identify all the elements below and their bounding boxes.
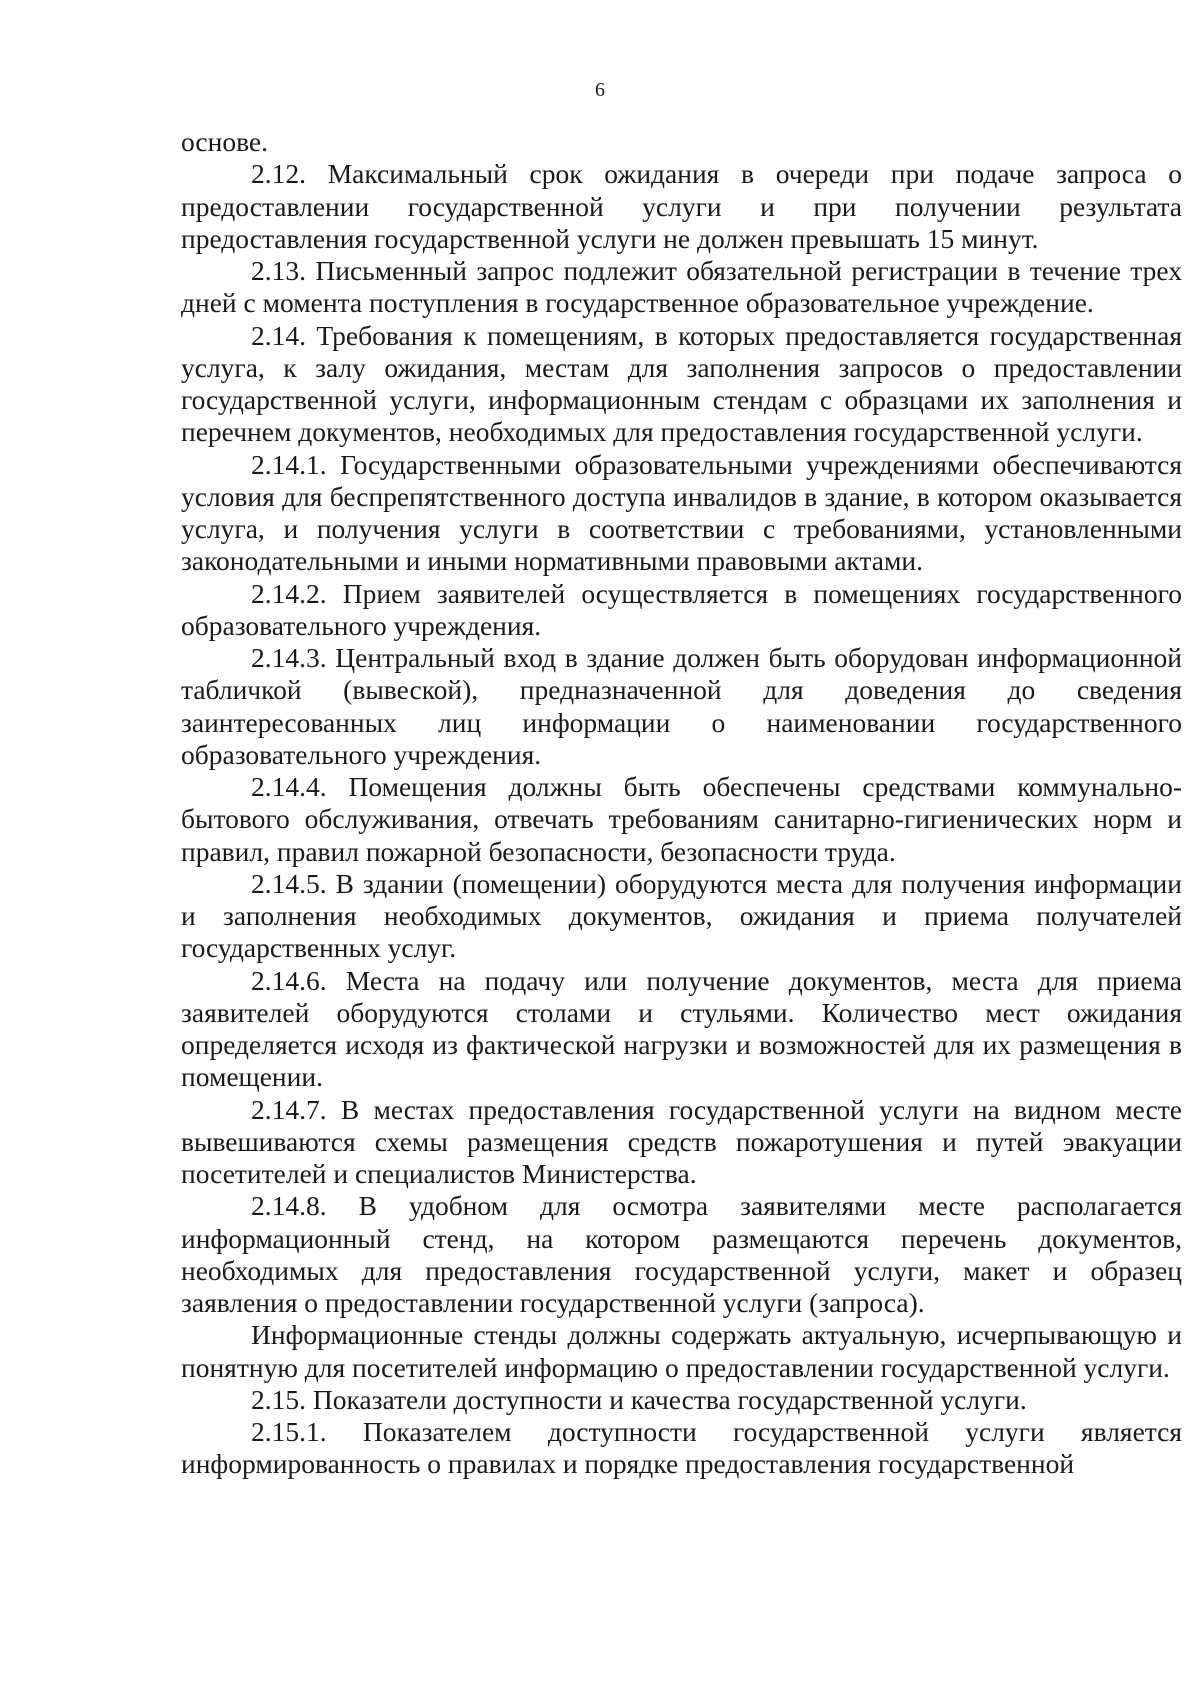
paragraph-info-stands: Информационные стенды должны содержать актуальную, исчерпывающую и понятную для посетителей информацию о предоставлении государственной услуги. bbox=[181, 1319, 1182, 1383]
paragraph-2-15: 2.15. Показатели доступности и качества государственной услуги. bbox=[251, 1383, 1027, 1415]
paragraph-2-14-3: 2.14.3. Центральный вход в здание должен быть оборудован информационной табличкой (вывеской), предназначенной для доведения до сведения заинтересованных лиц информации о наименовании государственного образовательного учреждения. bbox=[181, 642, 1182, 770]
paragraph-continuation: основе. bbox=[181, 126, 269, 157]
paragraph-2-14-5: 2.14.5. В здании (помещении) оборудуются места для получения информации и заполнения необходимых документов, ожидания и приема получателей государственных услуг. bbox=[181, 867, 1182, 964]
paragraph-2-14-8: 2.14.8. В удобном для осмотра заявителями месте располагается информационный стенд, на котором размещаются перечень документов, необходимых для предоставления государственной услуги, макет и образец заявления о предоставлении государственной услуги (запроса). bbox=[181, 1190, 1182, 1318]
paragraph-2-14: 2.14. Требования к помещениям, в которых предоставляется государственная услуга, к залу ожидания, местам для заполнения запросов о предоставлении государственной услуги, информационным стендам с образцами их заполнения и перечнем документов, необходимых для предоставления государственной услуги. bbox=[181, 319, 1182, 448]
paragraph-2-14-7: 2.14.7. В местах предоставления государственной услуги на видном месте вывешиваются схемы размещения средств пожаротушения и путей эвакуации посетителей и специалистов Министерства. bbox=[181, 1093, 1182, 1189]
paragraph-2-13: 2.13. Письменный запрос подлежит обязательной регистрации в течение трех дней с момента поступления в государственное образовательное учреждение. bbox=[181, 255, 1182, 319]
paragraph-2-14-6: 2.14.6. Места на подачу или получение документов, места для приема заявителей оборудуются столами и стульями. Количество мест ожидания определяется исходя из фактической нагрузки и возможностей для их размещения в помещении. bbox=[181, 964, 1182, 1093]
paragraph-2-12: 2.12. Максимальный срок ожидания в очереди при подаче запроса о предоставлении государственной услуги и при получении результата предоставления государственной услуги не должен превышать 15 минут. bbox=[181, 158, 1182, 254]
paragraph-2-14-4: 2.14.4. Помещения должны быть обеспечены средствами коммунально-бытового обслуживания, отвечать требованиям санитарно-гигиенических норм и правил, правил пожарной безопасности, безопасности труда. bbox=[181, 771, 1182, 867]
page-number: 6 bbox=[595, 79, 605, 101]
paragraph-2-15-1: 2.15.1. Показателем доступности государственной услуги является информированность о правилах и порядке предоставления государственной bbox=[181, 1416, 1182, 1480]
document-body bbox=[181, 126, 1182, 1481]
paragraph-2-14-1: 2.14.1. Государственными образовательными учреждениями обеспечиваются условия для беспрепятственного доступа инвалидов в здание, в котором оказывается услуга, и получения услуги в соответствии с требованиями, установленными законодательными и иными нормативными правовыми актами. bbox=[181, 448, 1182, 577]
paragraph-2-14-2: 2.14.2. Прием заявителей осуществляется в помещениях государственного образовательного учреждения. bbox=[181, 577, 1182, 641]
